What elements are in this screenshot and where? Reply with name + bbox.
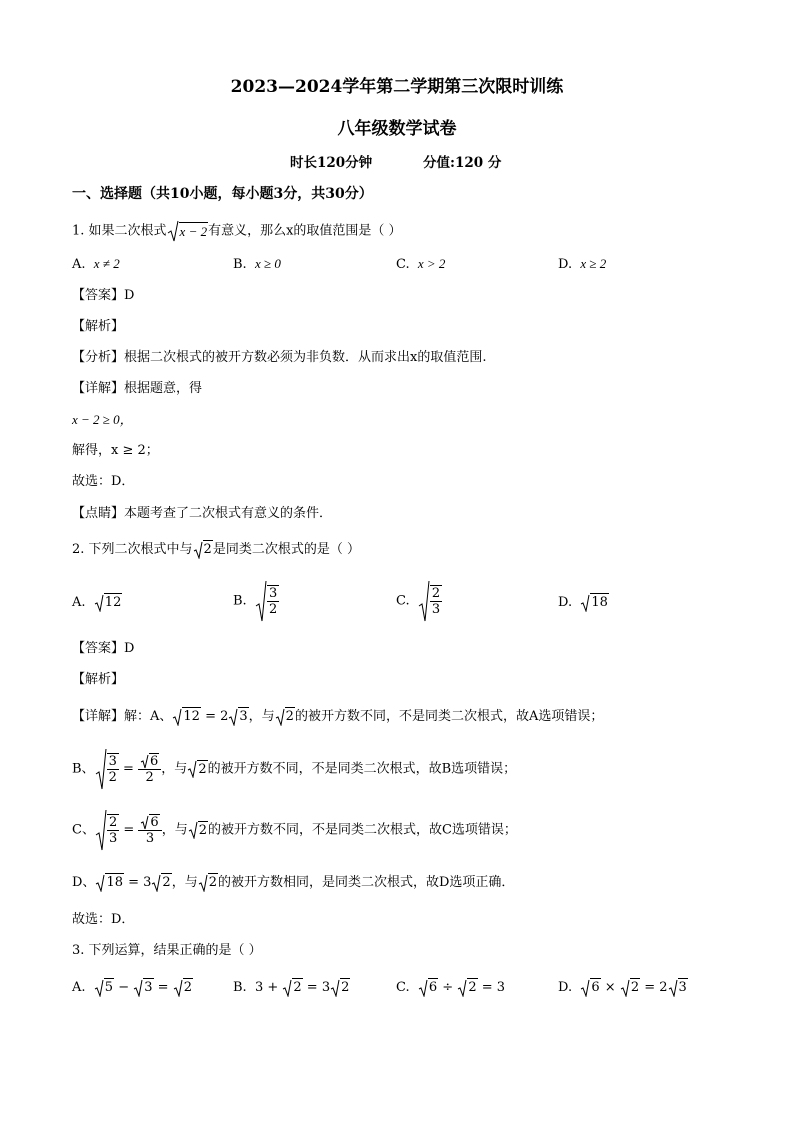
doc-subtitle: 八年级数学试卷: [337, 119, 457, 139]
question-2-stem: 2. 下列二次根式中与 2 是同类二次根式的是（ ）: [72, 542, 360, 557]
q1-answer: 【答案】D: [72, 288, 135, 303]
q1-option-a: A. x ≠ 2: [72, 256, 120, 272]
q2-option-c: C. $\frac{2}{3}$: [396, 580, 442, 622]
q2-analysis-label: 【解析】: [72, 672, 125, 687]
q1-option-d: D. x ≥ 2: [558, 256, 607, 272]
q1-option-c: C. x > 2: [396, 256, 446, 272]
q3-option-c: C. 6 ÷ 2 = 3: [396, 980, 506, 995]
q1-analysis-label: 【解析】: [72, 319, 125, 334]
doc-title: 2023—2024学年第二学期第三次限时训练: [230, 77, 564, 97]
q2-detail-c: C、 $\frac{2}{3}$ = $\frac{6}{3}$ ，与 2 的被开方数不同，不是同类二次根式，故C选项错误；: [72, 809, 517, 851]
section-heading: 一、选择题（共10小题，每小题3分，共30分）: [72, 186, 373, 202]
q2-detail-d: D、 18 = 3 2 ，与 2 的被开方数相同，是同类二次根式，故D选项正确．: [72, 875, 515, 890]
duration-label: 时长120分钟: [290, 155, 373, 171]
q1-option-b: B. x ≥ 0: [233, 256, 281, 272]
q2-answer: 【答案】D: [72, 641, 135, 656]
q1-step2: 解得，x ≥ 2；: [72, 443, 159, 458]
q1-comment: 【点睛】本题考查了二次根式有意义的条件．: [72, 506, 333, 521]
q1-step1: x − 2 ≥ 0，: [72, 412, 133, 427]
radical-sign: x − 2: [167, 220, 209, 242]
question-1-stem: 1. 如果二次根式 x − 2 有意义，那么x的取值范围是（ ）: [72, 220, 402, 242]
q1-fenxi: 【分析】根据二次根式的被开方数必须为非负数．从而求出x的取值范围.: [72, 350, 487, 365]
q2-detail-a: 【详解】解：A、 12 = 2 3 ，与 2 的被开方数不同，不是同类二次根式，故A选项错误；: [72, 709, 604, 724]
q3-option-b: B. 3 + 2 = 3 2: [233, 980, 350, 995]
q2-option-d: D. 18: [558, 595, 608, 610]
q2-choose: 故选：D．: [72, 912, 135, 927]
q3-option-a: A. 5 − 3 = 2: [72, 980, 192, 995]
q2-detail-b: B、 $\frac{3}{2}$ = $\frac{6}{2}$ ，与 2 的被开方数不同，不是同类二次根式，故B选项错误；: [72, 748, 516, 790]
q1-choose: 故选：D．: [72, 474, 135, 489]
q3-option-d: D. 6 × 2 = 2 3: [558, 980, 687, 995]
q1-detail: 【详解】根据题意，得: [72, 381, 203, 396]
question-3-stem: 3. 下列运算，结果正确的是（ ）: [72, 943, 262, 958]
q2-option-b: B. $\frac{3}{2}$: [233, 580, 279, 622]
q2-option-a: A. 12: [72, 595, 122, 610]
score-label: 分值:120 分: [423, 155, 502, 171]
